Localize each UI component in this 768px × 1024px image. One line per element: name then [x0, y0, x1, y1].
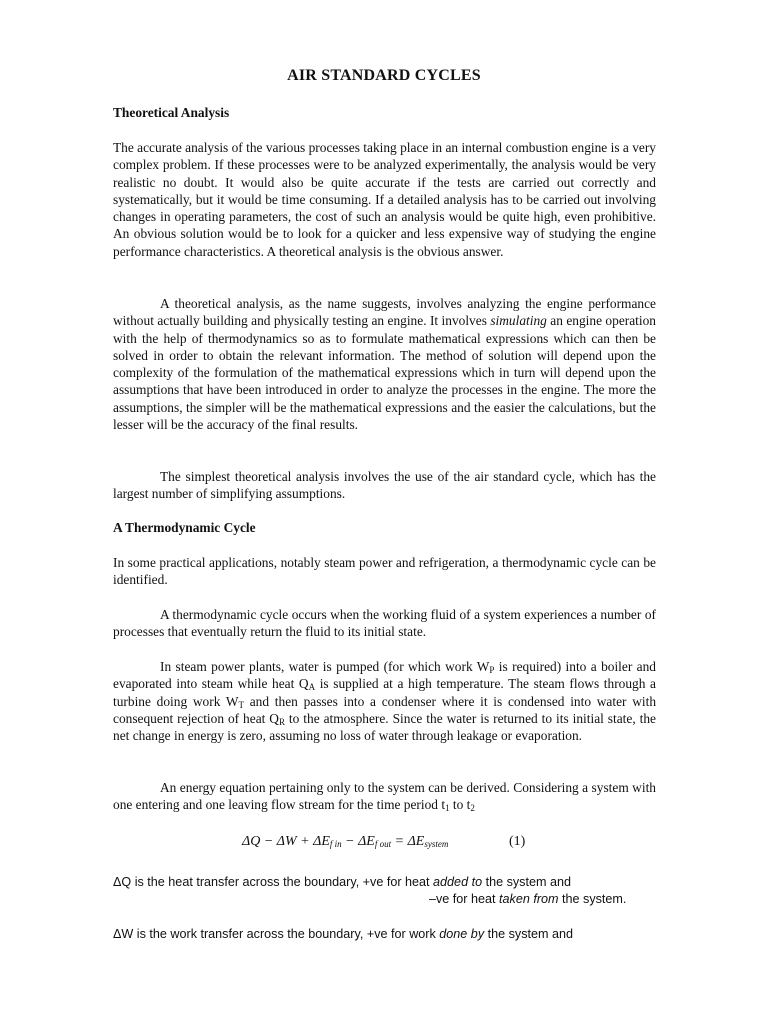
page-title: AIR STANDARD CYCLES [287, 67, 481, 84]
paragraph-simplest-analysis: The simplest theoretical analysis involves the use of the air standard cycle, which has the largest number of simplifying assumptions. [113, 469, 656, 502]
paragraph-theoretical-analysis: A theoretical analysis, as the name suggests, involves analyzing the engine performance without actually building and physically testing an engine. It involves simulating an engine operation with the help of thermodynamics so as to formulate mathematical expressions which can then be solved in order to obtain the relevant information. The method of solution will depend upon the complexity of the formulation of the mathematical expressions which in turn will depend upon the assumptions that have been introduced in order to analyze the processes in the engine. The more the assumptions, the simpler will be the mathematical expressions and the easier the calculations, but the lesser will be the accuracy of the final results. [113, 296, 656, 433]
equation-expression: $\Delta Q - \Delta W + \Delta E_{f in} - \Delta E_{f out} = \Delta E_{system}$ [242, 834, 449, 849]
paragraph-steam-power-plants: In steam power plants, water is pumped (for which work $W_P$ is required) into a boiler and evaporated into steam while heat $Q_A$ is supplied at a high temperature. The steam flows through a turbine doing work $W_T$ and then passes into a condenser where it is condensed into water with consequent rejection of heat $Q_R$ to the atmosphere. Since the water is returned to its initial state, the net change in energy is zero, assuming no loss of water through leakage or evaporation. [113, 659, 657, 744]
paragraph-intro: The accurate analysis of the various processes taking place in an internal combustion engine is a very complex problem. If these processes were to be analyzed experimentally, the analysis would be very realistic no doubt. It would also be quite accurate if the tests are carried out correctly and systematically, but it would be time consuming. If a detailed analysis has to be carried out involving changes in operating parameters, the cost of such an analysis would be quite high, even prohibitive. An obvious solution would be to look for a quicker and less expensive way of studying the engine performance characteristics. A theoretical analysis is the obvious answer. [113, 140, 656, 259]
definition-heat-transfer: ΔQ is the heat transfer across the boundary, +ve for heat added to the system and [113, 875, 571, 889]
definition-heat-transfer-negative: –ve for heat taken from the system. [429, 892, 627, 906]
equation-number: (1) [509, 834, 526, 849]
section-heading-thermodynamic-cycle: A Thermodynamic Cycle [113, 520, 256, 535]
paragraph-energy-equation: An energy equation pertaining only to the system can be derived. Considering a system with one entering and one leaving flow stream for the time period $t_1$ to $t_2$ [113, 780, 656, 814]
paragraph-cycle-definition: A thermodynamic cycle occurs when the working fluid of a system experiences a number of processes that eventually return the fluid to its initial state. [113, 607, 656, 640]
emphasis-simulating: simulating [490, 313, 547, 329]
energy-equation [0, 830, 768, 854]
paragraph-practical-applications: In some practical applications, notably steam power and refrigeration, a thermodynamic cycle can be identified. [113, 555, 656, 588]
section-heading-theoretical-analysis: Theoretical Analysis [113, 105, 230, 120]
definition-work-transfer: ΔW is the work transfer across the boundary, +ve for work done by the system and [113, 927, 574, 941]
